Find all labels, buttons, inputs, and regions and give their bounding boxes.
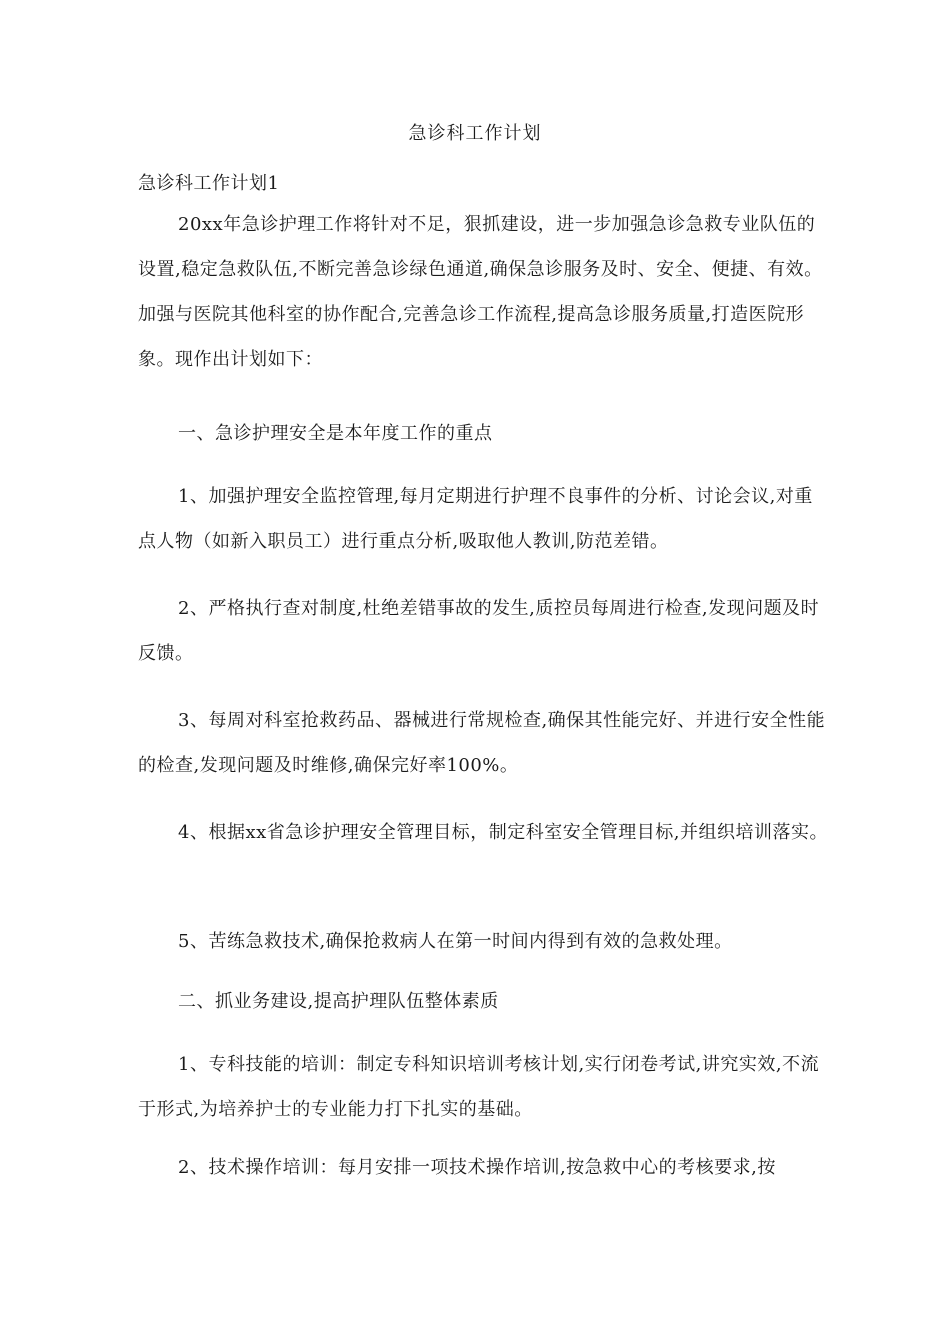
paragraph: 5、苦练急救技术,确保抢救病人在第一时间内得到有效的急救处理。 <box>178 931 733 952</box>
paragraph: 2、技术操作培训：每月安排一项技术操作培训,按急救中心的考核要求,按 <box>178 1157 776 1178</box>
subtitle-text: 急诊科工作计划1 <box>138 173 280 194</box>
paragraph: 3、每周对科室抢救药品、器械进行常规检查,确保其性能完好、并进行安全性能的检查,发现问题及时维修,确保完好率100%。 <box>138 710 826 776</box>
paragraph: 20xx年急诊护理工作将针对不足，狠抓建设，进一步加强急诊急救专业队伍的设置,稳定急救队伍,不断完善急诊绿色通道,确保急诊服务及时、安全、便捷、有效。加强与医院其他科室的协作配合,完善急诊工作流程,提高急诊服务质量,打造医院形象。现作出计划如下： <box>138 214 823 370</box>
paragraph: 一、急诊护理安全是本年度工作的重点 <box>178 423 493 444</box>
document-title: 急诊科工作计划 <box>408 123 542 144</box>
item-1-1 <box>138 474 828 564</box>
item-1-4 <box>138 810 828 855</box>
paragraph: 二、抓业务建设,提高护理队伍整体素质 <box>178 991 499 1012</box>
item-1-5 <box>138 928 828 956</box>
document-subtitle <box>138 170 828 198</box>
paragraph: 2、严格执行查对制度,杜绝差错事故的发生,质控员每周进行检查,发现问题及时反馈。 <box>138 598 820 664</box>
item-2-1 <box>138 1042 828 1132</box>
item-1-3 <box>138 698 828 788</box>
paragraph: 4、根据xx省急诊护理安全管理目标，制定科室安全管理目标,并组织培训落实。 <box>178 822 828 843</box>
item-1-2 <box>138 586 828 676</box>
section-heading-2 <box>138 988 828 1016</box>
intro-paragraph <box>138 202 828 382</box>
paragraph: 1、加强护理安全监控管理,每月定期进行护理不良事件的分析、讨论会议,对重点人物（如新入职员工）进行重点分析,吸取他人教训,防范差错。 <box>138 486 813 552</box>
item-2-2 <box>138 1154 828 1182</box>
section-heading-1 <box>138 420 828 448</box>
paragraph: 1、专科技能的培训：制定专科知识培训考核计划,实行闭卷考试,讲究实效,不流于形式,为培养护士的专业能力打下扎实的基础。 <box>138 1054 820 1120</box>
